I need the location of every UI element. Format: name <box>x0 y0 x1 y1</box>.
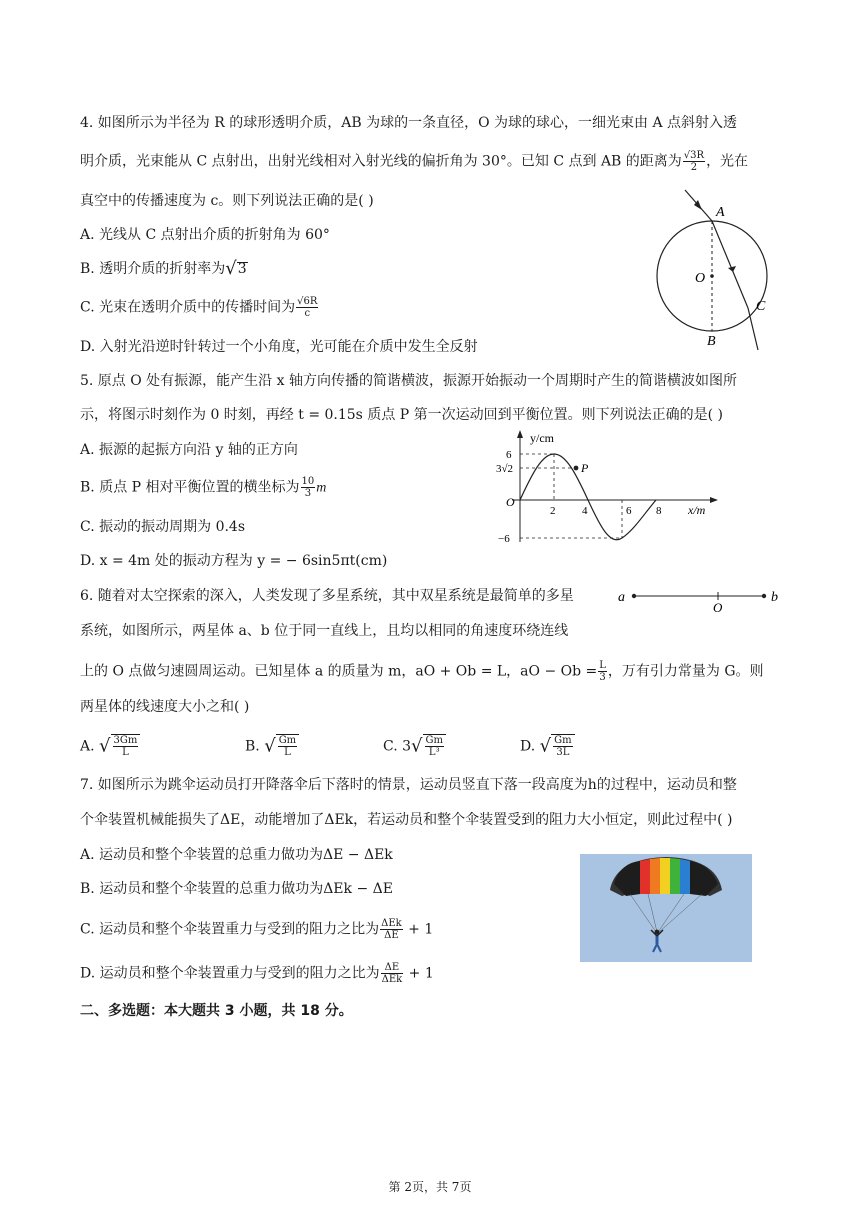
q4-option-b <box>80 260 248 278</box>
point-p-label: P <box>581 461 589 475</box>
exit-ray <box>748 308 758 350</box>
x-tick-2: 2 <box>550 505 556 517</box>
q6-option-a <box>80 734 140 758</box>
x-tick-4: 4 <box>582 505 588 517</box>
x-tick-8: 8 <box>656 505 662 517</box>
q7-option-d-text: D. 运动员和整个伞装置重力与受到的阻力之比为 <box>80 965 380 982</box>
q4-option-a: A. 光线从 C 点射出介质的折射角为 60° <box>80 227 330 243</box>
sqrt-symbol: √ <box>264 735 276 757</box>
q6-option-c-denominator: L³ <box>428 747 440 758</box>
canopy-cell-orange <box>650 858 660 894</box>
q6-option-d-label: D. <box>520 738 536 755</box>
q4-distance-fraction <box>683 150 705 173</box>
q7-option-c-tail: + 1 <box>408 921 434 938</box>
q5-stem-line-2: 示，将图示时刻作为 0 时刻，再经 t = 0.15s 质点 P 第一次运动回到平衡位置。则下列说法正确的是( ) <box>80 407 724 423</box>
q6-option-b-denominator: L <box>284 747 291 758</box>
q4-fraction-numerator: √3R <box>683 150 705 161</box>
q7-option-c-numerator: ΔEk <box>381 918 402 929</box>
page-footer: 第 2页，共 7页 <box>388 1180 472 1194</box>
q7-option-d-numerator: ΔE <box>381 962 404 974</box>
q6-option-a-numerator: 3Gm <box>113 735 138 746</box>
q7-option-d <box>80 962 434 985</box>
q6-option-d-fraction <box>553 735 572 758</box>
q4-stem-line-2-tail: ，光在 <box>706 153 749 170</box>
q6-option-b-numerator: Gm <box>278 735 297 746</box>
q5-option-b-unit: m <box>316 480 327 496</box>
q5-option-b-denominator: 3 <box>304 488 312 499</box>
q4-option-b-text: B. 透明介质的折射率为 <box>80 261 226 277</box>
center-o-label: O <box>713 600 723 614</box>
center-dot <box>710 274 714 278</box>
q7-option-c-denominator: ΔE <box>384 930 399 941</box>
x-axis-arrow-icon <box>710 497 718 503</box>
q6-option-d <box>520 734 575 758</box>
q5-option-b-text: B. 质点 P 相对平衡位置的横坐标为 <box>80 479 300 496</box>
q6-stem-line-3 <box>80 660 764 683</box>
label-o: O <box>695 271 706 286</box>
q5-option-d: D. x = 4m 处的振动方程为 y = − 6sin5πt(cm) <box>80 553 388 569</box>
q4-sphere-figure <box>640 188 780 358</box>
q6-option-b-label: B. <box>245 738 260 755</box>
q5-option-b-numerator: 10 <box>301 476 315 487</box>
q6-option-c <box>383 734 446 758</box>
sqrt-symbol: √ <box>225 258 237 279</box>
sqrt-symbol: √ <box>99 735 111 757</box>
q7-option-a: A. 运动员和整个伞装置的总重力做功为ΔE − ΔEk <box>80 847 393 863</box>
q4-option-c-denominator: c <box>304 308 311 319</box>
q6-stem-line-2: 系统，如图所示，两星体 a、b 位于同一直线上，且均以相同的角速度环绕连线 <box>80 623 569 639</box>
q6-option-b-fraction <box>278 735 297 758</box>
q6-stem-line-3-text: 上的 O 点做匀速圆周运动。已知星体 a 的质量为 m，aO + Ob = L，aO − Ob = <box>80 663 598 680</box>
canopy-cell-blue <box>680 859 690 894</box>
q7-stem-line-2: 个伞装置机械能损失了ΔE，动能增加了ΔEk，若运动员和整个伞装置受到的阻力大小恒定，则此过程中( ) <box>80 812 733 828</box>
q6-option-d-denominator: 3L <box>556 747 570 758</box>
q4-option-c-numerator: √6R <box>297 296 318 307</box>
q4-stem-line-1: 4. 如图所示为半径为 R 的球形透明介质，AB 为球的一条直径，O 为球的球心，一细光束由 A 点斜射入透 <box>80 115 738 131</box>
label-a: A <box>716 205 725 220</box>
q6-stem-numerator: L <box>599 660 606 671</box>
x-tick-6: 6 <box>626 505 632 517</box>
sqrt-symbol: √ <box>411 735 423 757</box>
q5-option-b <box>80 476 326 499</box>
q6-binary-star-figure <box>614 584 784 614</box>
q7-option-c-text: C. 运动员和整个伞装置重力与受到的阻力之比为 <box>80 921 380 938</box>
q4-option-c-text: C. 光束在透明介质中的传播时间为 <box>80 299 296 316</box>
star-b-label: b <box>771 590 778 605</box>
q5-option-a: A. 振源的起振方向沿 y 轴的正方向 <box>80 442 298 458</box>
q6-stem-line-4: 两星体的线速度大小之和( ) <box>80 699 250 715</box>
star-a-label: a <box>618 590 625 605</box>
q7-stem-line-1: 7. 如图所示为跳伞运动员打开降落伞后下落时的情景，运动员竖直下落一段高度为h的过程中，运动员和整 <box>80 777 737 793</box>
y-tick-neg6: −6 <box>498 533 510 545</box>
q4-stem-line-2-text: 明介质，光束能从 C 点射出，出射光线相对入射光线的偏折角为 30°。已知 C 点到 AB 的距离为 <box>80 153 682 170</box>
q7-option-d-denominator: ΔEk <box>381 974 403 985</box>
q6-option-d-numerator: Gm <box>554 735 572 746</box>
star-b-dot <box>762 594 766 598</box>
q4-stem-line-3: 真空中的传播速度为 c。则下列说法正确的是( ) <box>80 193 374 209</box>
q6-option-c-numerator: Gm <box>425 735 443 746</box>
label-b: B <box>707 334 716 349</box>
star-a-dot <box>632 594 636 598</box>
canopy-cell-red <box>640 859 650 894</box>
q4-option-b-radicand: 3 <box>237 261 247 277</box>
q6-stem-line-1: 6. 随着对太空探索的深入，人类发现了多星系统，其中双星系统是最简单的多星 <box>80 588 574 604</box>
refracted-ray <box>712 221 748 308</box>
canopy-cell-green <box>670 858 680 894</box>
q5-option-c: C. 振动的振动周期为 0.4s <box>80 519 246 535</box>
q6-option-c-label: C. 3 <box>383 738 412 755</box>
q6-stem-line-3-tail: ，万有引力常量为 G。则 <box>607 663 764 680</box>
q4-option-c <box>80 296 319 319</box>
q5-stem-line-1: 5. 原点 O 处有振源，能产生沿 x 轴方向传播的简谐横波，振源开始振动一个周期时产生的简谐横波如图所 <box>80 373 737 389</box>
q6-stem-denominator: 3 <box>599 672 606 683</box>
q4-option-d: D. 入射光沿逆时针转过一个小角度，光可能在介质中发生全反射 <box>80 339 478 355</box>
refracted-arrow-icon <box>728 266 736 272</box>
q6-option-a-label: A. <box>80 738 95 755</box>
sqrt-symbol: √ <box>539 735 552 757</box>
q6-option-c-fraction <box>425 735 444 758</box>
q7-option-c <box>80 918 433 941</box>
q6-option-a-denominator: L <box>122 747 129 758</box>
label-c: C <box>756 299 766 314</box>
q7-option-c-fraction <box>380 918 403 941</box>
q5-wave-figure <box>492 428 722 550</box>
q7-option-b: B. 运动员和整个伞装置的总重力做功为ΔEk − ΔE <box>80 881 393 897</box>
section-2-heading: 二、多选题：本大题共 3 小题，共 18 分。 <box>80 1003 353 1019</box>
y-tick-6: 6 <box>506 449 512 461</box>
canopy-cell-yellow <box>660 858 670 894</box>
x-axis-label: x/m <box>688 503 706 517</box>
q6-option-b <box>245 734 299 758</box>
q6-stem-fraction <box>598 660 607 683</box>
y-axis-arrow-icon <box>517 430 523 438</box>
q6-option-a-fraction <box>113 735 139 758</box>
y-tick-3root2: 3√2 <box>496 463 514 475</box>
q7-option-d-fraction <box>381 962 404 985</box>
q4-option-c-fraction <box>296 296 318 319</box>
origin-label: O <box>506 495 515 509</box>
q7-option-d-tail: + 1 <box>408 965 434 982</box>
q4-stem-line-2 <box>80 150 748 173</box>
q4-fraction-denominator: 2 <box>690 162 698 173</box>
point-p-dot <box>574 466 579 471</box>
q7-parachute-photo <box>580 854 752 962</box>
q5-option-b-fraction <box>301 476 316 499</box>
y-axis-label: y/cm <box>530 431 554 445</box>
